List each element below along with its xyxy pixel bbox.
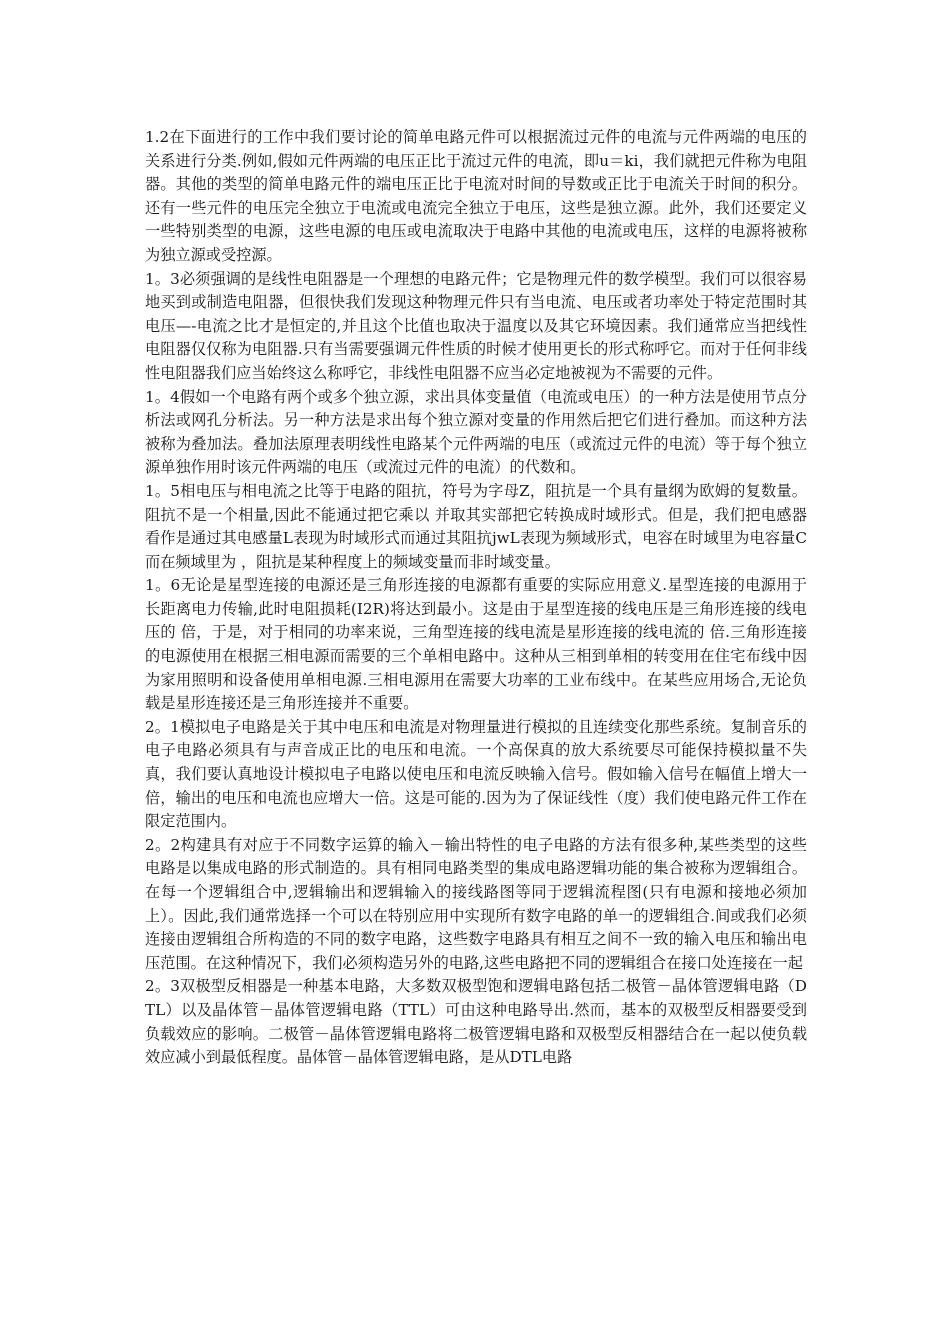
paragraph-1-5: 1。5相电压与相电流之比等于电路的阻抗，符号为字母Z，阻抗是一个具有量纲为欧姆的复数量。阻抗不是一个相量,因此不能通过把它乘以 并取其实部把它转换成时域形式。但是，我们把电感器看作是通过其电感量L表现为时域形式而通过其阻抗jwL表现为频域形式，电容在时域里为电容量C而在频域里为 ，阻抗是某种程度上的频域变量而非时域变量。	[145, 481, 807, 571]
paragraph-2-3: 2。3双极型反相器是一种基本电路，大多数双极型饱和逻辑电路包括二极管－晶体管逻辑电路（DTL）以及晶体管－晶体管逻辑电路（TTL）可由这种电路导出.然而，基本的双极型反相器要受到负载效应的影响。二极管－晶体管逻辑电路将二极管逻辑电路和双极型反相器结合在一起以使负载效应减小到最低程度。晶体管－晶体管逻辑电路，是从DTL电路	[145, 977, 807, 1067]
paragraph-1-6: 1。6无论是星型连接的电源还是三角形连接的电源都有重要的实际应用意义.星型连接的电源用于长距离电力传输,此时电阻损耗(I2R)将达到最小。这是由于星型连接的线电压是三角形连接的线电压的 倍，于是，对于相同的功率来说，三角型连接的线电流是星形连接的线电流的 倍.三角形连接的电源使用在根据三相电源而需要的三个单相电路中。这种从三相到单相的转变用在住宅布线中因为家用照明和设备使用单相电源.三相电源用在需要大功率的工业布线中。在某些应用场合,无论负载是星形连接还是三角形连接并不重要。	[145, 576, 807, 713]
paragraph-1-3: 1。3必须强调的是线性电阻器是一个理想的电路元件；它是物理元件的数学模型。我们可以很容易地买到或制造电阻器，但很快我们发现这种物理元件只有当电流、电压或者功率处于特定范围时其电压—-电流之比才是恒定的,并且这个比值也取决于温度以及其它环境因素。我们通常应当把线性电阻器仅仅称为电阻器.只有当需要强调元件性质的时候才使用更长的形式称呼它。而对于任何非线性电阻器我们应当始终这么称呼它，非线性电阻器不应当必定地被视为不需要的元件。	[145, 269, 807, 382]
paragraph-2-2: 2。2构建具有对应于不同数字运算的输入－输出特性的电子电路的方法有很多种,某些类型的这些电路是以集成电路的形式制造的。具有相同电路类型的集成电路逻辑功能的集合被称为逻辑组合。在每一个逻辑组合中,逻辑输出和逻辑输入的接线路图等同于逻辑流程图(只有电源和接地必须加上）。因此,我们通常选择一个可以在特别应用中实现所有数字电路的单一的逻辑组合.间或我们必须连接由逻辑组合所构造的不同的数字电路，这些数字电路具有相互之间不一致的输入电压和输出电压范围。在这种情况下，我们必须构造另外的电路,这些电路把不同的逻辑组合在接口处连接在一起	[145, 835, 807, 972]
document-page	[145, 126, 807, 1070]
paragraph-1-4: 1。4假如一个电路有两个或多个独立源，求出具体变量值（电流或电压）的一种方法是使用节点分析法或网孔分析法。另一种方法是求出每个独立源对变量的作用然后把它们进行叠加。而这种方法被称为叠加法。叠加法原理表明线性电路某个元件两端的电压（或流过元件的电流）等于每个独立源单独作用时该元件两端的电压（或流过元件的电流）的代数和。	[145, 387, 807, 477]
paragraph-2-1: 2。1模拟电子电路是关于其中电压和电流是对物理量进行模拟的且连续变化那些系统。复制音乐的电子电路必须具有与声音成正比的电压和电流。一个高保真的放大系统要尽可能保持模拟量不失真，我们要认真地设计模拟电子电路以使电压和电流反映输入信号。假如输入信号在幅值上增大一倍，输出的电压和电流也应增大一倍。这是可能的.因为为了保证线性（度）我们使电路元件工作在限定范围内。	[145, 717, 807, 831]
paragraph-1-2: 1.2在下面进行的工作中我们要讨论的简单电路元件可以根据流过元件的电流与元件两端的电压的关系进行分类.例如,假如元件两端的电压正比于流过元件的电流，即u＝ki，我们就把元件称为电阻器。其他的类型的简单电路元件的端电压正比于电流对时间的导数或正比于电流关于时间的积分。还有一些元件的电压完全独立于电流或电流完全独立于电压，这些是独立源。此外，我们还要定义一些特别类型的电源，这些电源的电压或电流取决于电路中其他的电流或电压，这样的电源将被称为独立源或受控源。	[145, 128, 807, 264]
